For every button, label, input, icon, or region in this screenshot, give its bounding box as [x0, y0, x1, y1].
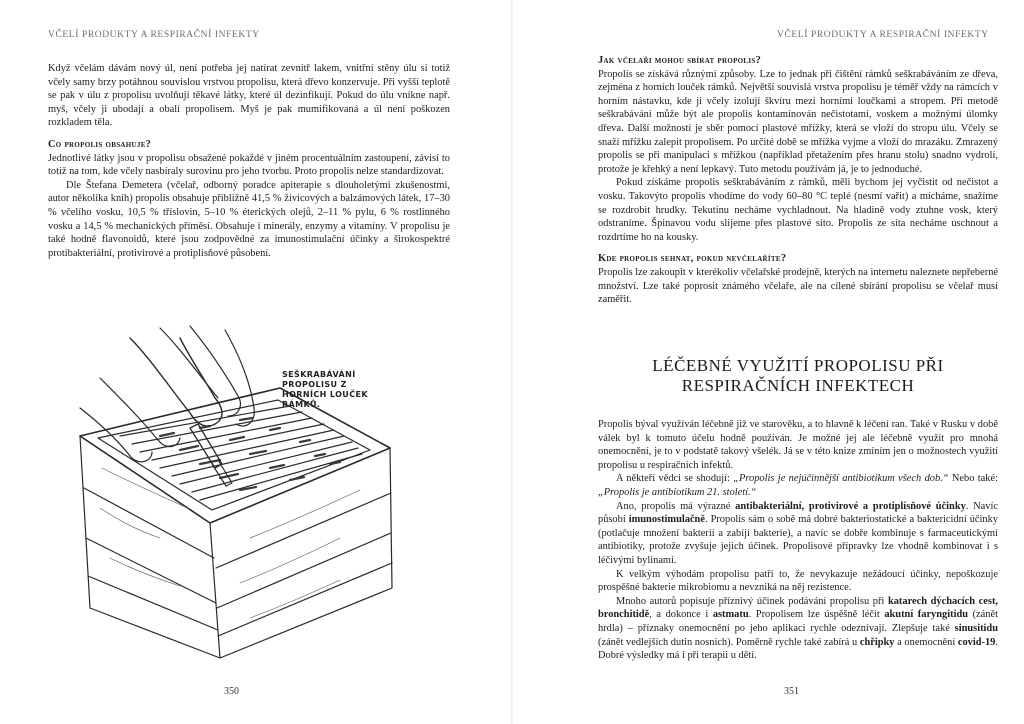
bold-term: astmatu — [712, 609, 749, 621]
paragraph-quotes — [598, 472, 998, 499]
left-text-block — [48, 62, 450, 260]
text-run: Nebo také: — [948, 473, 998, 485]
text-run: (zánět vedlejších dutin nosních). Poměrně rychle také zabírá u — [598, 636, 860, 648]
chapter-title-line: LÉČEBNÉ VYUŽITÍ PROPOLISU PŘI — [652, 356, 944, 375]
chapter-title-line: RESPIRAČNÍCH INFEKTECH — [681, 376, 915, 395]
bold-term: sinusitidu — [954, 622, 998, 634]
illustration-caption: SEŠKRABÁVÁNÍ PROPOLISU Z HORNÍCH LOUČEK RÁMKŮ. — [282, 370, 368, 409]
bold-term: chřipky — [859, 636, 895, 648]
bold-term: covid-19 — [957, 636, 996, 648]
text-run: , a dokonce i — [649, 609, 713, 621]
right-text-block-bottom — [598, 418, 998, 663]
section-heading-contains: Co propolis obsahuje? — [48, 138, 152, 150]
text-run: Mnoho autorů popisuje příznivý účinek podávání propolisu při — [616, 595, 888, 607]
page-number-left: 350 — [224, 686, 239, 697]
paragraph-effects — [598, 500, 998, 568]
section-heading-collect: Jak včelaři mohou sbírat propolis? — [598, 55, 762, 66]
page-number-right: 351 — [784, 686, 799, 697]
paragraph: Pokud získáme propolis seškrabáváním z rámků, měli bychom jej vyčistit od nečistot a vosku. Takovýto propolis vhodíme do vody 60–80 °C teplé (nesmí vařit) a mícháme, snažíme se rozdrobit hrudky. Tekutinu necháme vychladnout. Na hladině vody ztuhne vosk, který odstraníme. Špinavou vodu slijeme přes plastové síto. Propolis ze síta necháme uschnout a rozdrtíme ho na kousky. — [598, 177, 998, 243]
text-run: . Propolisem lze úspěšně léčit — [748, 609, 885, 621]
running-head-left: VČELÍ PRODUKTY A RESPIRAČNÍ INFEKTY — [48, 30, 260, 40]
paragraph-diseases — [598, 595, 998, 663]
text-run: A někteří vědci se shodují: — [616, 473, 734, 485]
running-head-right: VČELÍ PRODUKTY A RESPIRAČNÍ INFEKTY — [777, 30, 989, 40]
text-run: . Dobré výsledky má i při terapii u dětí. — [598, 636, 998, 662]
bold-term: antibakteriální, protivirové a protiplísňové účinky — [735, 500, 966, 512]
section-heading-buy: Kde propolis sehnat, pokud nevčelaříte? — [598, 253, 787, 265]
paragraph: Propolis se získává různými způsoby. Lze to jednak při čištění rámků seškrabáváním ze dřeva, zejména z horních louček rámků. Největší souvislá vrstva propolisu je téměř vždy na rámcích v horním nástavku, kde ji včely izolují škvíru mezi horními loučkami a stropem. Při metodě seškrabávání může být ale propolis kontaminován nečistotami, voskem a možnými úlomky dřeva. Další možností je sběr pomocí plastové mřížky, která se vloží do stropu úlu. Včely se snaží mřížku zalepit propolisem. Po určité době se mřížka vyjme a vloží do mrazáku. Zmrazený propolis se při manipulaci s mřížkou (například přetažením přes hranu stolu) snadno vydrolí, protože je křehký a není lepkavý. Tuto metodu používám já, je to jednoduché. — [598, 68, 998, 175]
paragraph: Propolis býval využíván léčebně již ve starověku, a to hlavně k léčení ran. Také v Rusku v době válek byl k tomuto účelu hodně používán. Je možné jej ale léčebně využít pro mnohá onemocnění, je to v podstatě takový všelék. Já se v této knize zmíním jen o možnostech využití propolisu u respiračních infektů. — [598, 419, 998, 471]
paragraph: K velkým výhodám propolisu patří to, že nevykazuje nežádoucí účinky, nepoškozuje prospěšné bakterie mikrobiomu a nevzniká na něj rezistence. — [598, 568, 998, 594]
right-page — [512, 0, 1024, 724]
text-run: a onemocnění — [894, 636, 958, 648]
quote: „Propolis je antibiotikum 21. století.“ — [598, 486, 757, 498]
text-run: . Navíc působí — [598, 500, 998, 526]
paragraph: Když včelám dávám nový úl, není potřeba jej natírat zevnitř lakem, vnitřní stěny úlu si totiž včely samy brzy potáhnou souvislou vrstvou propolisu, která dřevo konzervuje. Při vyšší teplotě se pak v úlu z propolisu uvolňují těkavé látky, které úl dezinfikují. Pokud do úlu vnikne např. myš, včely ji ubodají a obalí propolisem. Myš je pak mumifikovaná a úl není poškozen rozkladem těla. — [48, 63, 450, 129]
text-run: (zánět hrdla) – příznaky onemocnění po jeho aplikaci rychle odeznívají. Zlepšuje také — [598, 609, 998, 634]
bold-term: akutní faryngitidu — [884, 609, 969, 621]
paragraph: Jednotlivé látky jsou v propolisu obsažené pokaždé v jiném procentuálním zastoupení, závisí to totiž na tom, kde včely nasbíraly surovinu pro jeho tvorbu. Proto propolis nelze standardizovat. — [48, 152, 450, 178]
chapter-title — [598, 356, 998, 396]
quote: „Propolis je nejúčinnější antibiotikum všech dob.“ — [733, 473, 949, 485]
text-run: . Propolis sám o sobě má dobré bakteriostatické a baktericidní účinky (potlačuje množení bakterií a zabíjí bakterie), a navíc se dobře kombinuje s farmaceutickými antibiotiky, protože zvyšuje jejich účinek. Propolisové přípravky lze vhodně kombinovat i s léčivými bylinami. — [598, 514, 999, 566]
paragraph: Dle Štefana Demetera (včelař, odborný poradce apiterapie s dlouholetými zkušenostmi, autor několika knih) propolis obsahuje přibližně 41,5 % živicových a balzámových látek, 17–30 % včelího vosku, 10,5 % tříslovin, 5–10 % éterických olejů, 2–11 % pylu, 6 % rostlinného vosku a 14,5 % mechanických příměsí. Obsahuje i minerály, enzymy a vitamíny. V propolisu je také hodně flavonoidů, které jsou zodpovědné za imunostimulační účinky a širokospektré protibakteriální, protivirové a protiplísňové působení. — [48, 179, 450, 259]
paragraph: Propolis lze zakoupit v kterékoliv včelařské prodejně, kterých na internetu naleznete nepřeberné množství. Lze také poprosit známého včelaře, ale na cílené sbírání propolisu se včelař musí zaměřit. — [598, 266, 998, 306]
bold-term: imunostimulačně — [628, 514, 705, 526]
right-text-block-top — [598, 54, 998, 307]
text-run: Ano, propolis má výrazné — [616, 500, 736, 512]
beehive-illustration — [40, 318, 460, 678]
bold-term: katarech dýchacích cest, bronchitidě — [598, 595, 999, 621]
